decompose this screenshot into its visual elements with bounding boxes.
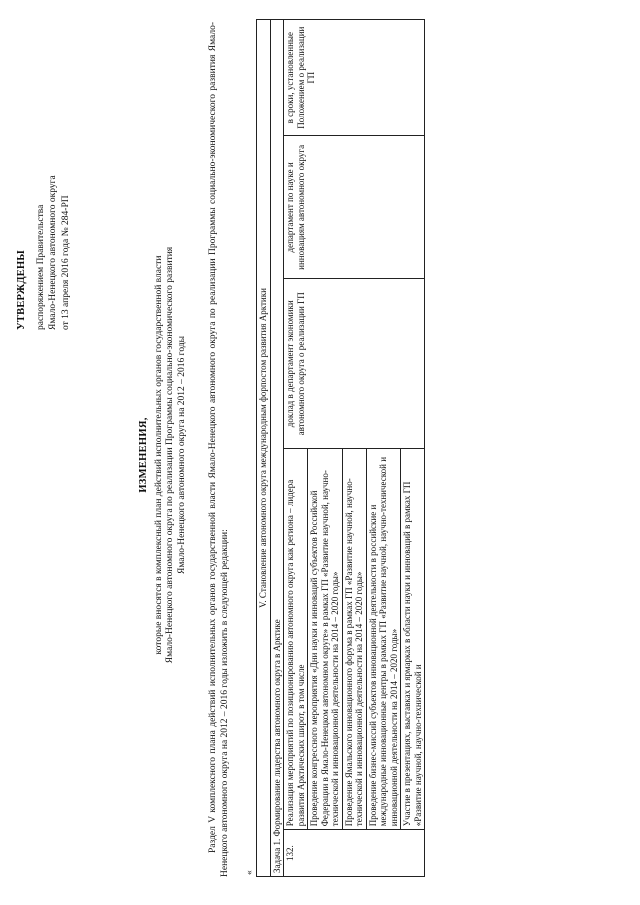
deadline-cell: в сроки, установленные Положением о реализации ГП: [284, 20, 425, 136]
approval-line: от 13 апреля 2016 года № 284-РП: [60, 195, 71, 330]
approval-line: Ямало-Ненецкого автономного округа: [48, 175, 58, 330]
sub-action-cell: Проведение бизнес-миссий субъектов инновационной деятельности в российские и международные инновационные центры в рамках ГП «Развитие научной, научно-технической и инновационной деятельности на 2014 – 2020 годы»: [366, 449, 401, 830]
sub-action-cell: Проведение конгрессного мероприятия «Дни науки и инноваций субъектов Российской Федерации в Ямало-Ненецком автономном округе» в рамках ГП «Развитие научной, научно-технической и инновационной деятельности на 2014 – 2020 годы»: [308, 449, 343, 830]
task-title: Задача 1. Формирование лидерства автономного округа в Арктике: [270, 20, 284, 877]
intro-text: Раздел V комплексного плана действий исполнительных органов государственной власти Ямало-Ненецкого автономного округа по реализации Программы социально-экономического развития Ямало-Ненецкого автономного округа на 2012 – 2016 годы изложить в следующей редакции:: [208, 22, 230, 877]
result-cell: доклад в департамент экономики автономного округа о реализации ГП: [284, 279, 425, 449]
intro-paragraph: [208, 22, 231, 877]
approval-stamp: [16, 30, 72, 330]
approval-heading: УТВЕРЖДЕНЫ: [16, 250, 27, 330]
opening-quote: «: [245, 870, 255, 875]
section-title: V. Становление автономного округа международным форпостом развития Арктики: [257, 20, 271, 877]
sub-action-cell: Участие в презентациях, выставках и ярмарках в области науки и инноваций в рамках ГП «Развитие научной, научно-технической и: [401, 449, 425, 830]
action-cell: Реализация мероприятий по позиционированию автономного округа как региона – лидера развития Арктических широт, в том числе: [284, 449, 308, 830]
document-title: ИЗМЕНЕНИЯ,: [138, 417, 149, 493]
row-number: 132.: [284, 830, 425, 877]
executor-cell: департамент по науке и инновациям автономного округа: [284, 136, 425, 279]
title-line: Ямало-Ненецкого автономного округа на 2012 – 2016 годы: [176, 335, 187, 575]
task-row: [270, 20, 284, 877]
section-row: [257, 20, 271, 877]
title-line: которые вносятся в комплексный план действий исполнительных органов государственной власти: [153, 255, 164, 655]
document-title-block: [138, 95, 188, 815]
sub-action-cell: Проведение Ямальского инновационного форума в рамках ГП «Развитие научной, научно-технической и инновационной деятельности на 2014 – 2020 годы»: [342, 449, 366, 830]
action-plan-table: [256, 19, 425, 877]
title-line: Ямало-Ненецкого автономного округа по реализации Программы социально-экономического развития: [165, 246, 175, 664]
approval-line: распоряжением Правительства: [35, 204, 46, 330]
table-row: [284, 20, 308, 877]
